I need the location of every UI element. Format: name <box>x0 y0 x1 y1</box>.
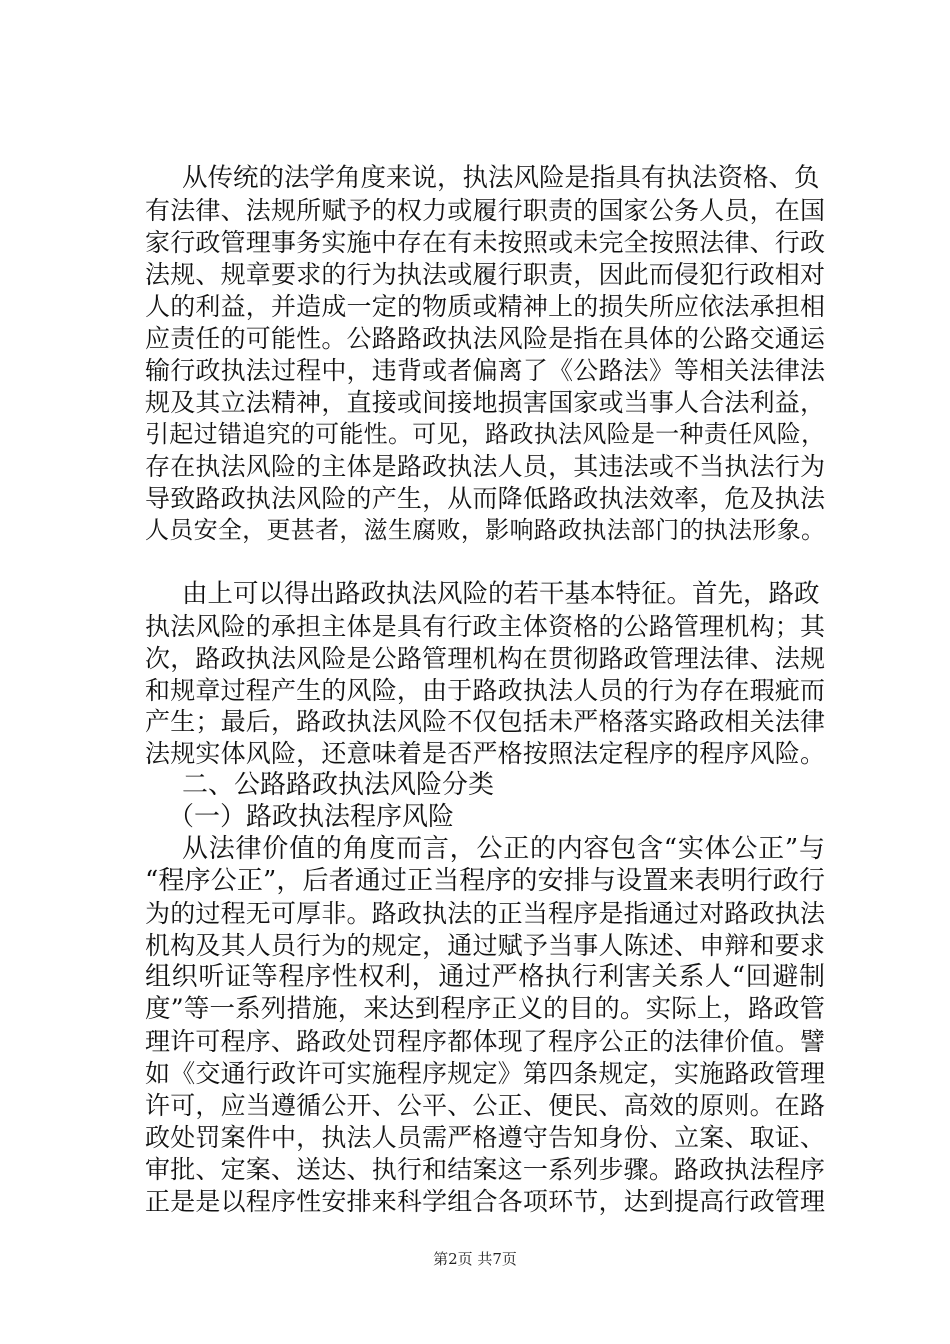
paragraph-3-line-1: 从法律价值的角度而言，公正的内容包含“实体公正”与 <box>182 834 825 865</box>
paragraph-3-line-6: 度”等一系列措施，来达到程序正义的目的。实际上，路政管 <box>145 994 825 1025</box>
paragraph-3-line-12: 正是是以程序性安排来科学组合各项环节，达到提高行政管理 <box>145 1187 825 1217</box>
paragraph-3-line-2: “程序公正”，后者通过正当程序的安排与设置来表明行政行 <box>145 866 825 897</box>
paragraph-1-line-2: 有法律、法规所赋予的权力或履行职责的国家公务人员，在国 <box>145 195 825 225</box>
paragraph-1-line-7: 输行政执法过程中，违背或者偏离了《公路法》等相关法律法 <box>145 355 825 385</box>
paragraph-2-line-1: 由上可以得出路政执法风险的若干基本特征。首先，路政 <box>182 578 820 609</box>
paragraph-1-line-3: 家行政管理事务实施中存在有未按照或未完全按照法律、行政 <box>145 227 825 257</box>
paragraph-3-line-7: 理许可程序、路政处罚程序都体现了程序公正的法律价值。譬 <box>145 1027 825 1057</box>
paragraph-2-line-2: 执法风险的承担主体是具有行政主体资格的公路管理机构；其 <box>145 611 825 641</box>
paragraph-3-line-3: 为的过程无可厚非。路政执法的正当程序是指通过对路政执法 <box>145 899 825 929</box>
paragraph-3-line-10: 政处罚案件中，执法人员需严格遵守告知身份、立案、取证、 <box>145 1123 825 1153</box>
paragraph-2-line-6: 法规实体风险，还意味着是否严格按照法定程序的程序风险。 <box>145 739 825 769</box>
paragraph-1-line-9: 引起过错追究的可能性。可见，路政执法风险是一种责任风险， <box>145 419 825 448</box>
paragraph-3-line-9: 许可，应当遵循公开、公平、公正、便民、高效的原则。在路 <box>145 1091 825 1121</box>
subsection-heading: （一）路政执法程序风险 <box>168 802 455 833</box>
paragraph-1-line-5: 人的利益，并造成一定的物质或精神上的损失所应依法承担相 <box>145 291 825 321</box>
paragraph-1-line-6: 应责任的可能性。公路路政执法风险是指在具体的公路交通运 <box>145 323 825 353</box>
paragraph-1-line-1: 从传统的法学角度来说，执法风险是指具有执法资格、负 <box>182 163 820 193</box>
section-heading: 二、公路路政执法风险分类 <box>182 770 495 801</box>
paragraph-2-line-3: 次，路政执法风险是公路管理机构在贯彻路政管理法律、法规 <box>145 643 825 673</box>
paragraph-3-line-4: 机构及其人员行为的规定，通过赋予当事人陈述、申辩和要求 <box>145 931 825 961</box>
paragraph-1-line-8: 规及其立法精神，直接或间接地损害国家或当事人合法利益， <box>145 387 825 417</box>
paragraph-1-line-11: 导致路政执法风险的产生，从而降低路政执法效率，危及执法 <box>145 483 825 513</box>
page-number-footer: 第2页 共7页 <box>433 1250 517 1268</box>
paragraph-3-line-8: 如《交通行政许可实施程序规定》第四条规定，实施路政管理 <box>145 1059 825 1089</box>
paragraph-2-line-5: 产生；最后，路政执法风险不仅包括未严格落实路政相关法律 <box>145 707 825 737</box>
paragraph-1-line-10: 存在执法风险的主体是路政执法人员，其违法或不当执法行为 <box>145 451 825 481</box>
paragraph-3-line-5: 组织听证等程序性权利，通过严格执行利害关系人“回避制 <box>145 962 825 993</box>
paragraph-2-line-4: 和规章过程产生的风险，由于路政执法人员的行为存在瑕疵而 <box>145 675 825 705</box>
paragraph-1-line-12: 人员安全，更甚者，滋生腐败，影响路政执法部门的执法形象。 <box>145 515 825 544</box>
paragraph-1-line-4: 法规、规章要求的行为执法或履行职责，因此而侵犯行政相对 <box>145 259 825 289</box>
paragraph-3-line-11: 审批、定案、送达、执行和结案这一系列步骤。路政执法程序 <box>145 1155 825 1185</box>
